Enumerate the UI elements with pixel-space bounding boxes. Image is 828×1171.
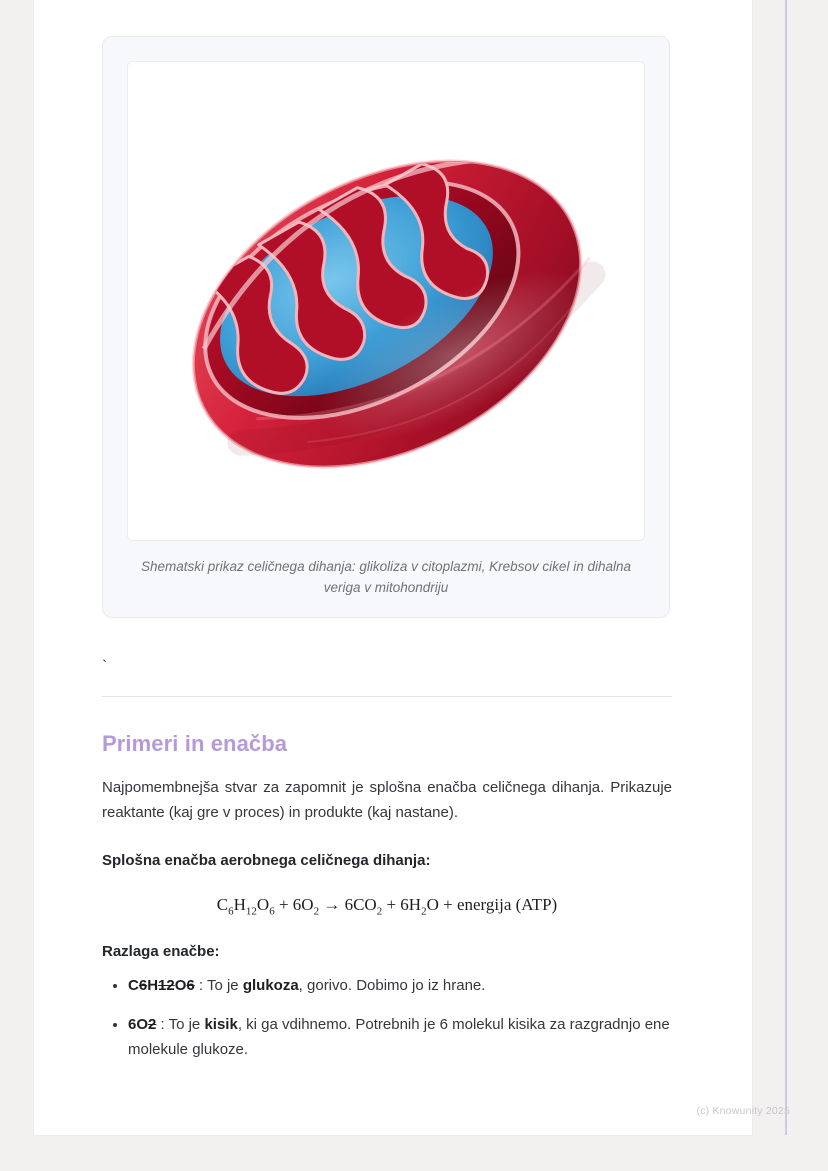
item-text-pre: : To je bbox=[194, 977, 243, 995]
term-oxygen bbox=[128, 1016, 156, 1033]
equation-arrow-co2: → 6CO bbox=[319, 894, 377, 914]
equation-glucose-sub2: 12 bbox=[245, 905, 257, 918]
equation-plus-oxygen: + 6O bbox=[274, 894, 314, 914]
list-item bbox=[128, 974, 672, 999]
term-glucose-c: C bbox=[128, 977, 139, 995]
equation-glucose-h: H bbox=[233, 894, 246, 914]
document-content bbox=[102, 0, 672, 1062]
equation-h2o-sub: 2 bbox=[421, 905, 427, 918]
term-glucose-6b: 6 bbox=[186, 977, 195, 995]
equation-glucose-sub3: 6 bbox=[269, 905, 275, 918]
term-oxygen-6o: 6O bbox=[128, 1015, 149, 1033]
figure-card bbox=[102, 36, 670, 618]
equation-plus-water: + 6H bbox=[382, 894, 422, 914]
term-oxygen-sub: 2 bbox=[148, 1015, 157, 1033]
figure-caption: Shematski prikaz celičnega dihanja: glikoliza v citoplazmi, Krebsov cikel in dihalna veriga v mitohondriju bbox=[141, 559, 631, 595]
section-paragraph: Najpomembnejša stvar za zapomnit je splošna enačba celičnega dihanja. Prikazuje reaktante (kaj gre v proces) in produkte (kaj nastane). bbox=[102, 778, 672, 822]
stray-character: ` bbox=[102, 657, 107, 674]
right-margin-rule bbox=[785, 0, 787, 1135]
section-title: Primeri in enačba bbox=[102, 730, 288, 756]
document-sheet bbox=[34, 0, 752, 1135]
item-bold-glukoza: glukoza bbox=[242, 977, 299, 995]
term-glucose-h: H bbox=[147, 977, 159, 995]
equation-tail: O + energija (ATP) bbox=[426, 894, 558, 914]
item-text-pre: : To je bbox=[156, 1015, 205, 1033]
term-glucose bbox=[128, 977, 195, 994]
list-item bbox=[128, 1013, 672, 1063]
explanation-list bbox=[102, 974, 672, 1062]
explanation-heading: Razlaga enačbe: bbox=[102, 943, 220, 961]
section-divider bbox=[102, 696, 672, 697]
watermark: (c) Knowunity 2025 bbox=[696, 1105, 790, 1117]
term-glucose-o: O bbox=[174, 977, 187, 995]
equation-co2-sub: 2 bbox=[376, 905, 383, 918]
equation-glucose-o: O bbox=[256, 894, 270, 914]
item-bold-kisik: kisik bbox=[204, 1015, 238, 1033]
item-text-post: , gorivo. Dobimo jo iz hrane. bbox=[298, 977, 486, 995]
equation-glucose-sub1: 6 bbox=[228, 905, 234, 918]
term-glucose-12: 12 bbox=[158, 977, 175, 995]
item-text-post: , ki ga vdihnemo. Potrebnih je 6 molekul kisika za razgradnjo ene molekule glukoze. bbox=[128, 1015, 670, 1058]
mitochondrion-image bbox=[127, 61, 645, 541]
equation-o2-sub: 2 bbox=[313, 905, 320, 918]
general-equation bbox=[102, 895, 672, 917]
equation-glucose-c: C bbox=[216, 894, 229, 914]
equation-heading: Splošna enačba aerobnega celičnega dihanja: bbox=[102, 851, 431, 869]
term-glucose-6: 6 bbox=[138, 977, 148, 995]
